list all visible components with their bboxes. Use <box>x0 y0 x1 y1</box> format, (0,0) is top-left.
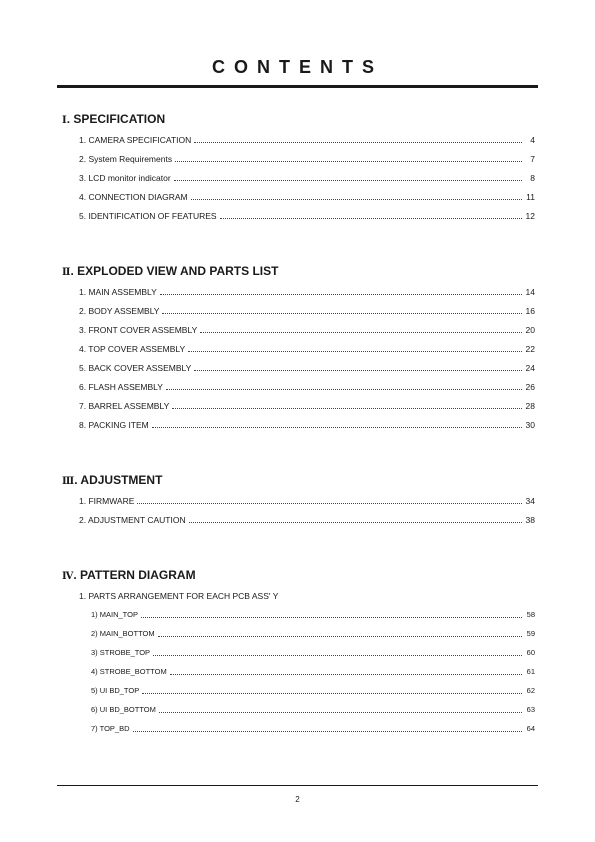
toc-entry-page: 63 <box>526 705 535 714</box>
toc-entry[interactable] <box>91 646 535 658</box>
toc-entry[interactable] <box>79 133 535 145</box>
toc-entry[interactable] <box>79 399 535 411</box>
toc-entry-page: 16 <box>525 306 535 316</box>
toc-entry-page: 62 <box>526 686 535 695</box>
toc-entry-page: 20 <box>525 325 535 335</box>
toc-entry-label: 7) TOP_BD <box>91 724 130 733</box>
toc-entry-label: 3. FRONT COVER ASSEMBLY <box>79 325 198 335</box>
dot-leader <box>194 141 522 143</box>
toc-entry-page: 59 <box>526 629 535 638</box>
toc-entry[interactable] <box>79 513 535 525</box>
section-numeral: Ⅳ <box>62 571 74 582</box>
toc-entry[interactable] <box>91 703 535 715</box>
toc-entry[interactable] <box>91 722 535 734</box>
toc-entry[interactable] <box>91 665 535 677</box>
toc-entry-label: 6) UI BD_BOTTOM <box>91 705 156 714</box>
toc-entry-label: 1. CAMERA SPECIFICATION <box>79 135 192 145</box>
footer-rule <box>57 785 538 786</box>
toc-entry-label: 2) MAIN_BOTTOM <box>91 629 155 638</box>
dot-leader <box>172 407 522 409</box>
section-title: . SPECIFICATION <box>66 112 166 126</box>
section-numeral: Ⅱ <box>62 267 71 278</box>
toc-entry-label: 4) STROBE_BOTTOM <box>91 667 167 676</box>
toc-entry-page: 60 <box>526 648 535 657</box>
toc-entry-label: 1. FIRMWARE <box>79 496 135 506</box>
toc-entry-page: 7 <box>530 154 535 164</box>
dot-leader <box>137 502 522 504</box>
toc-entry-page: 4 <box>530 135 535 145</box>
toc-entry-page: 22 <box>525 344 535 354</box>
dot-leader <box>160 293 522 295</box>
dot-leader <box>191 198 522 200</box>
section-title: . ADJUSTMENT <box>74 473 163 487</box>
toc-entry[interactable] <box>79 418 535 430</box>
toc-entry[interactable] <box>79 361 535 373</box>
toc-entry-page: 24 <box>525 363 535 373</box>
dot-leader <box>194 369 522 371</box>
toc-entry-label: 5) UI BD_TOP <box>91 686 140 695</box>
toc-entry-label: 3. LCD monitor indicator <box>79 173 171 183</box>
toc-entry-label: 1) MAIN_TOP <box>91 610 138 619</box>
dot-leader <box>200 331 522 333</box>
toc-entry-page: 61 <box>526 667 535 676</box>
toc-entry[interactable] <box>79 190 535 202</box>
section-heading-specification <box>62 112 165 126</box>
toc-entry[interactable] <box>79 171 535 183</box>
dot-leader <box>174 179 522 181</box>
dot-leader <box>153 654 522 656</box>
subsection-heading: 1. PARTS ARRANGEMENT FOR EACH PCB ASS' Y <box>79 591 279 601</box>
toc-entry-page: 64 <box>526 724 535 733</box>
dot-leader <box>152 426 522 428</box>
section-heading-adjustment <box>62 473 162 487</box>
dot-leader <box>189 521 522 523</box>
dot-leader <box>133 730 523 732</box>
toc-entry-page: 12 <box>525 211 535 221</box>
toc-entry[interactable] <box>91 608 535 620</box>
toc-entry-label: 6. FLASH ASSEMBLY <box>79 382 163 392</box>
toc-entry-page: 30 <box>525 420 535 430</box>
toc-entry[interactable] <box>79 285 535 297</box>
toc-entry-page: 26 <box>525 382 535 392</box>
section-title: . EXPLODED VIEW AND PARTS LIST <box>70 264 279 278</box>
toc-entry-label: 3) STROBE_TOP <box>91 648 151 657</box>
toc-entry-label: 1. MAIN ASSEMBLY <box>79 287 157 297</box>
toc-entry-label: 4. TOP COVER ASSEMBLY <box>79 344 186 354</box>
dot-leader <box>162 312 522 314</box>
toc-entry-label: 2. BODY ASSEMBLY <box>79 306 160 316</box>
dot-leader <box>188 350 522 352</box>
toc-entry-page: 8 <box>530 173 535 183</box>
dot-leader <box>166 388 522 390</box>
section-title: . PATTERN DIAGRAM <box>73 568 196 582</box>
toc-entry[interactable] <box>91 684 535 696</box>
toc-entry-label: 8. PACKING ITEM <box>79 420 149 430</box>
toc-entry-label: 2. System Requirements <box>79 154 173 164</box>
dot-leader <box>159 711 522 713</box>
toc-entry-label: 2. ADJUSTMENT CAUTION <box>79 515 186 525</box>
toc-entry[interactable] <box>79 342 535 354</box>
toc-entry-page: 34 <box>525 496 535 506</box>
section-numeral: Ⅲ <box>62 476 75 487</box>
dot-leader <box>170 673 522 675</box>
toc-entry[interactable] <box>79 323 535 335</box>
section-heading-exploded-view <box>62 264 278 278</box>
toc-entry-label: 7. BARREL ASSEMBLY <box>79 401 170 411</box>
toc-entry-page: 11 <box>526 192 535 202</box>
section-numeral: Ⅰ <box>62 115 67 126</box>
toc-entry-label: 5. BACK COVER ASSEMBLY <box>79 363 192 373</box>
header-rule <box>57 85 538 88</box>
dot-leader <box>141 616 522 618</box>
page-title: CONTENTS <box>212 57 383 77</box>
toc-entry-label: 5. IDENTIFICATION OF FEATURES <box>79 211 217 221</box>
dot-leader <box>220 217 522 219</box>
toc-entry-page: 28 <box>525 401 535 411</box>
toc-entry-page: 14 <box>525 287 535 297</box>
toc-entry-page: 58 <box>526 610 535 619</box>
toc-entry[interactable] <box>79 494 535 506</box>
dot-leader <box>158 635 522 637</box>
page-number: 2 <box>295 795 300 804</box>
toc-entry[interactable] <box>79 380 535 392</box>
section-heading-pattern-diagram <box>62 568 196 582</box>
toc-entry-label: 4. CONNECTION DIAGRAM <box>79 192 188 202</box>
toc-entry-page: 38 <box>525 515 535 525</box>
dot-leader <box>142 692 522 694</box>
toc-entry[interactable] <box>91 627 535 639</box>
toc-entry[interactable] <box>79 209 535 221</box>
toc-entry[interactable] <box>79 152 535 164</box>
dot-leader <box>175 160 522 162</box>
toc-entry[interactable] <box>79 304 535 316</box>
